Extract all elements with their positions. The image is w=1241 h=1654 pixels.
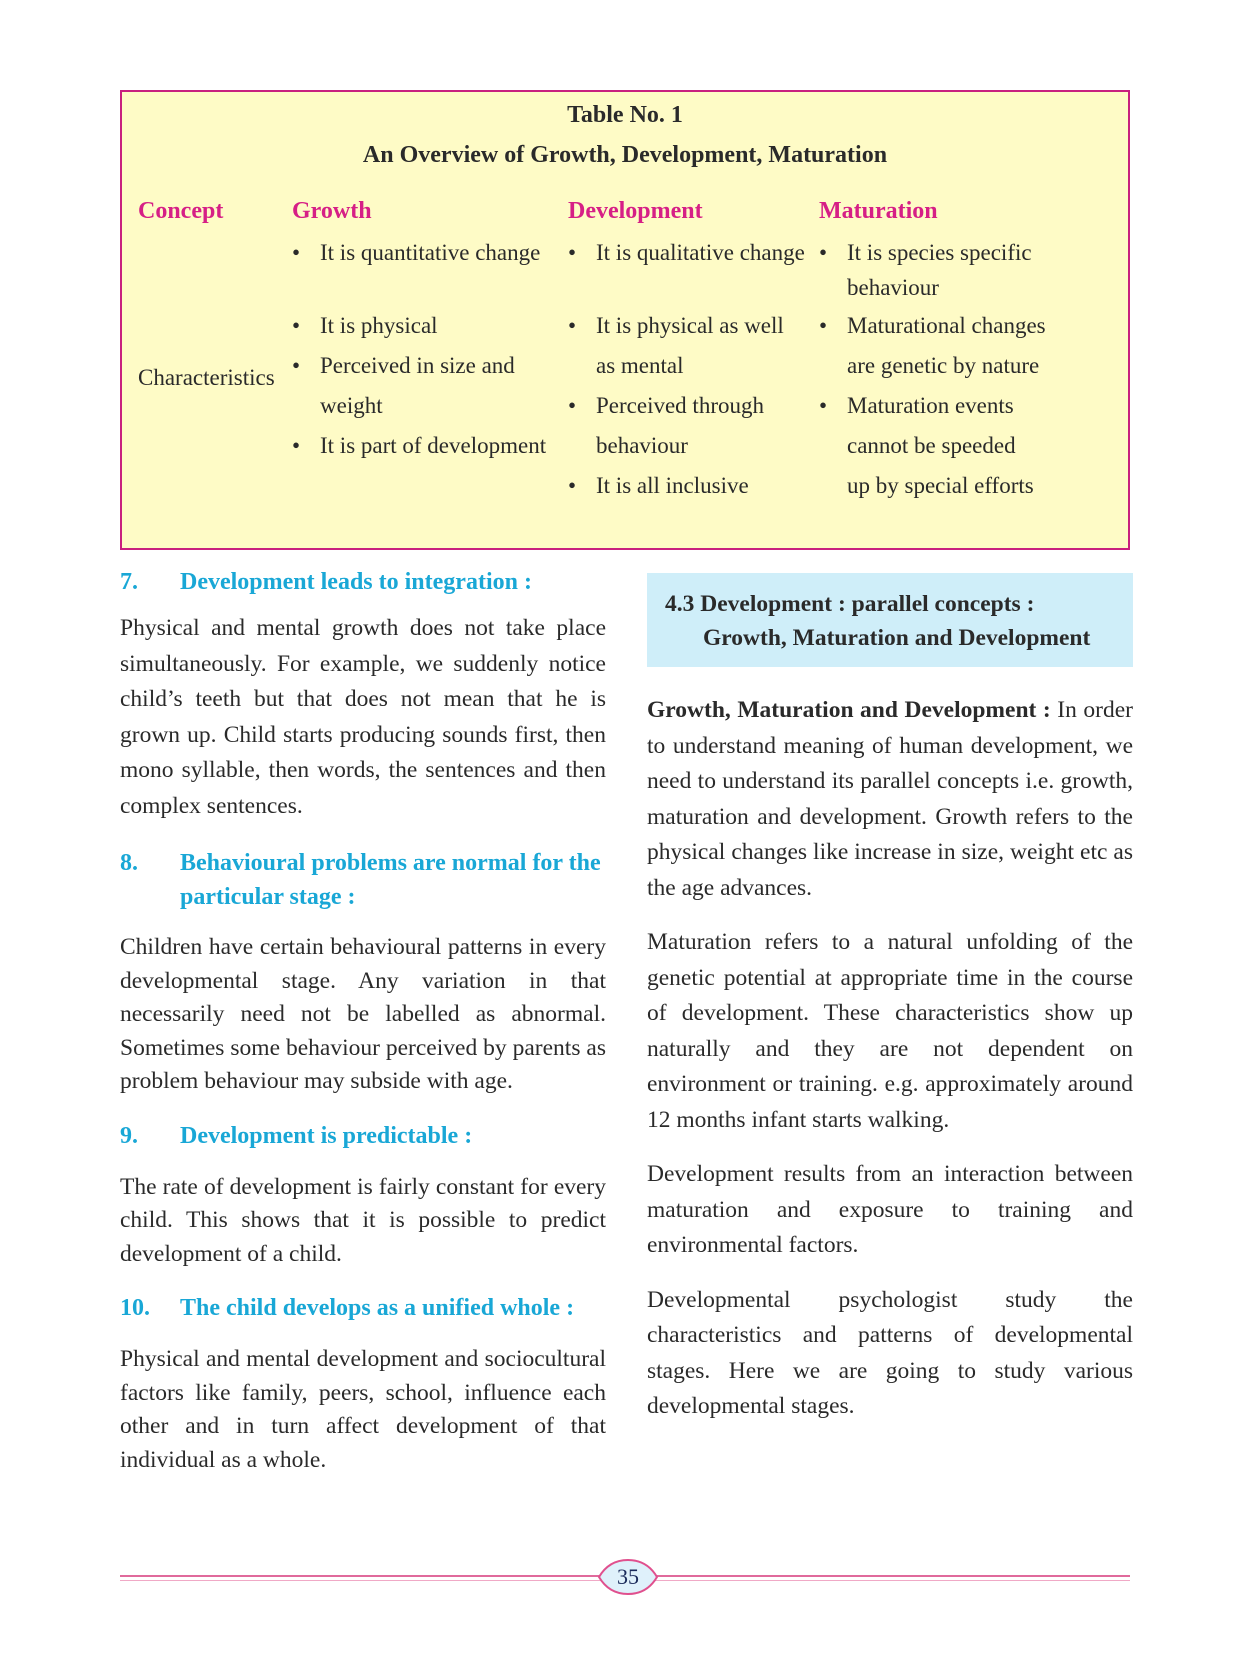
section-title: Development is predictable :	[180, 1122, 473, 1149]
header-concept: Concept	[138, 198, 224, 224]
section-9-text: The rate of development is fairly constant for every child. This shows that it is possible to predict development of a child.	[120, 1173, 606, 1267]
section-8-heading	[120, 846, 606, 914]
paragraph-developmental-psychologist: Developmental psychologist study the characteristics and patterns of developmental stages. Here we are going to study various developmental stages.	[647, 1286, 1133, 1419]
row-label-characteristics: Characteristics	[138, 365, 275, 390]
section-number: 10.	[120, 1295, 150, 1321]
section-title: The child develops as a unified whole :	[180, 1295, 575, 1321]
section-4-3-box	[647, 573, 1133, 667]
paragraph-growth-maturation-development	[647, 693, 1133, 906]
section-8-text: Children have certain behavioural patterns in every developmental stage. Any variation in that necessarily need not be labelled as abnormal. Sometimes some behaviour perceived by parents as problem behaviour may subside with age.	[120, 934, 606, 1094]
paragraph-lead-in: Growth, Maturation and Development :	[647, 697, 1051, 723]
section-7-text: Physical and mental growth does not take place simultaneously. For example, we suddenly notice child’s teeth but that does not mean that he is grown up. Child starts producing sounds first, then mono syllable, then words, the sentences and then complex sentences.	[120, 615, 606, 819]
section-9-heading	[120, 1119, 606, 1153]
left-column	[120, 565, 606, 1477]
section-title: Development leads to integration :	[180, 569, 532, 595]
paragraph-body: In order to understand meaning of human development, we need to understand its parallel concepts i.e. growth, maturation and development. Growth refers to the physical changes like increase in size, weight etc as the age advances.	[647, 697, 1133, 901]
table-title: Table No. 1	[567, 102, 683, 128]
section-10-heading	[120, 1291, 606, 1325]
section-number: 7.	[120, 569, 138, 595]
section-10-text: Physical and mental development and sociocultural factors like family, peers, school, influence each other and in turn affect development of that individual as a whole.	[120, 1346, 606, 1473]
paragraph-maturation: Maturation refers to a natural unfolding of the genetic potential at appropriate time in the course of development. These characteristics show up naturally and they are not dependent on environment or training. e.g. approximately around 12 months infant starts walking.	[647, 929, 1133, 1133]
table-subtitle: An Overview of Growth, Development, Maturation	[362, 142, 888, 168]
section-4-3-title-line1: 4.3 Development : parallel concepts :	[665, 591, 1035, 617]
section-4-3-title-line2: Growth, Maturation and Development	[703, 625, 1091, 651]
paragraph-development: Development results from an interaction between maturation and exposure to training and environmental factors.	[647, 1161, 1133, 1258]
section-title: Behavioural problems are normal for the particular stage :	[180, 850, 601, 910]
page-number: 35	[617, 1564, 639, 1589]
header-development: Development	[568, 198, 703, 224]
overview-table: Table No. 1 An Overview of Growth, Development, Maturation Concept Growth Development Maturation Characteristics • It is quantitative change • It is physical • Perceived in size and weight • It is part of development • It is qualitative change • It is physical as well as mental • Perceived through behaviour • It is all inclusive • It is species specific behaviour • Maturational changes are genetic by nature • Maturation events cannot be speeded up by special efforts	[120, 90, 1130, 550]
header-maturation: Maturation	[819, 198, 938, 224]
section-number: 8.	[120, 850, 138, 876]
header-growth: Growth	[292, 198, 372, 224]
section-number: 9.	[120, 1122, 138, 1149]
section-7-heading	[120, 565, 606, 599]
right-column	[647, 565, 1133, 1425]
